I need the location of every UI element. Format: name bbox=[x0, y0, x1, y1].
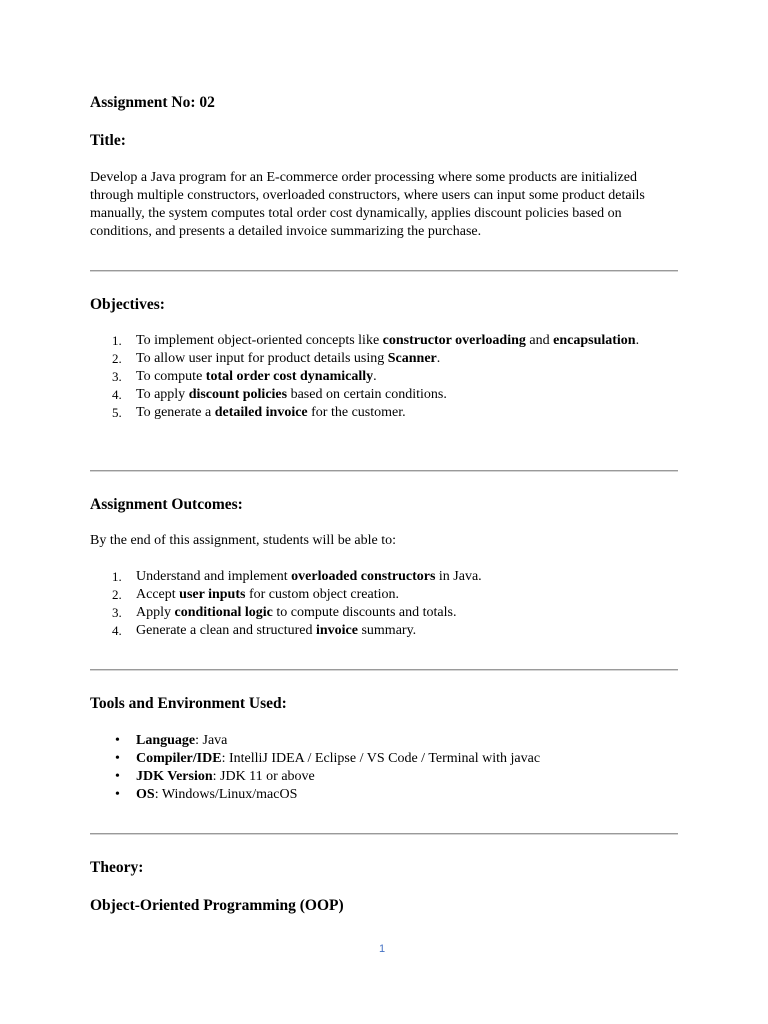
tool-item bbox=[90, 750, 650, 768]
item-text: in Java. bbox=[435, 569, 482, 584]
list-number: 2. bbox=[112, 587, 122, 602]
item-text: for custom object creation. bbox=[245, 587, 399, 602]
outcomes-heading: Assignment Outcomes: bbox=[90, 496, 243, 513]
item-text: Generate a clean and structured bbox=[136, 623, 316, 638]
item-text: To compute bbox=[136, 369, 206, 384]
item-emphasis: total order cost dynamically bbox=[205, 369, 374, 384]
outcome-item bbox=[90, 604, 650, 622]
item-emphasis: Scanner bbox=[387, 351, 437, 366]
list-number: 3. bbox=[112, 605, 122, 620]
item-text: . bbox=[436, 351, 441, 366]
tool-item bbox=[90, 732, 650, 750]
item-text: based on certain conditions. bbox=[287, 387, 447, 402]
section-divider bbox=[90, 833, 678, 835]
tools-heading: Tools and Environment Used: bbox=[90, 695, 287, 712]
item-text: To generate a bbox=[136, 405, 215, 420]
item-text: . bbox=[635, 333, 640, 348]
list-number: 2. bbox=[112, 351, 122, 366]
item-text: Apply bbox=[136, 605, 175, 620]
outcome-item bbox=[90, 568, 650, 586]
theory-heading: Theory: bbox=[90, 859, 144, 876]
item-emphasis: encapsulation bbox=[553, 333, 636, 348]
item-emphasis: invoice bbox=[315, 623, 358, 638]
list-number: 4. bbox=[112, 387, 122, 402]
objective-item bbox=[90, 350, 650, 368]
item-text: for the customer. bbox=[307, 405, 406, 420]
tool-value: : JDK 11 or above bbox=[212, 769, 315, 784]
tool-value: : Windows/Linux/macOS bbox=[154, 787, 298, 802]
bullet-icon: • bbox=[115, 751, 120, 766]
page-number: 1 bbox=[379, 943, 386, 955]
list-number: 1. bbox=[112, 569, 122, 584]
tool-label: Language bbox=[136, 733, 196, 748]
tool-item bbox=[90, 786, 650, 804]
list-number: 5. bbox=[112, 405, 122, 420]
list-number: 4. bbox=[112, 623, 122, 638]
outcome-item bbox=[90, 586, 650, 604]
item-text: to compute discounts and totals. bbox=[272, 605, 457, 620]
item-emphasis: overloaded constructors bbox=[291, 569, 436, 584]
assignment-number-heading: Assignment No: 02 bbox=[90, 94, 215, 111]
item-text: Accept bbox=[136, 587, 180, 602]
tool-value: : Java bbox=[195, 733, 228, 748]
tool-label: Compiler/IDE bbox=[136, 751, 222, 766]
objective-item bbox=[90, 404, 650, 422]
objectives-list bbox=[90, 332, 650, 422]
item-emphasis: user inputs bbox=[179, 587, 246, 602]
objective-item bbox=[90, 368, 650, 386]
section-divider bbox=[90, 669, 678, 671]
item-text: To implement object-oriented concepts like bbox=[136, 333, 383, 348]
item-emphasis: discount policies bbox=[188, 387, 288, 402]
outcome-item bbox=[90, 622, 650, 640]
objective-item bbox=[90, 386, 650, 404]
objectives-heading: Objectives: bbox=[90, 296, 165, 313]
item-text: summary. bbox=[357, 623, 417, 638]
tool-value: : IntelliJ IDEA / Eclipse / VS Code / Terminal with javac bbox=[221, 751, 541, 766]
item-emphasis: constructor overloading bbox=[382, 333, 526, 348]
bullet-icon: • bbox=[115, 787, 120, 802]
tool-item bbox=[90, 768, 650, 786]
outcomes-list bbox=[90, 568, 650, 640]
oop-subheading: Object-Oriented Programming (OOP) bbox=[90, 897, 344, 914]
item-emphasis: conditional logic bbox=[174, 605, 273, 620]
section-divider bbox=[90, 470, 678, 472]
item-text: To allow user input for product details using bbox=[136, 351, 388, 366]
item-text: . bbox=[373, 369, 377, 384]
section-divider bbox=[90, 270, 678, 272]
tools-list bbox=[90, 732, 650, 804]
item-emphasis: detailed invoice bbox=[214, 405, 308, 420]
list-number: 1. bbox=[112, 333, 122, 348]
list-number: 3. bbox=[112, 369, 122, 384]
bullet-icon: • bbox=[115, 769, 120, 784]
item-text: and bbox=[525, 333, 554, 348]
tool-label: OS bbox=[136, 787, 155, 802]
item-text: To apply bbox=[136, 387, 189, 402]
item-text: Understand and implement bbox=[136, 569, 292, 584]
title-heading: Title: bbox=[90, 132, 126, 149]
outcomes-intro: By the end of this assignment, students will be able to: bbox=[90, 533, 397, 548]
objective-item bbox=[90, 332, 650, 350]
bullet-icon: • bbox=[115, 733, 120, 748]
title-description: Develop a Java program for an E-commerce order processing where some products are initialized through multiple constructors, overloaded constructors, where users can input some product details manually, the system computes total order cost dynamically, applies discount policies based on conditions, and presents a detailed invoice summarizing the purchase. bbox=[90, 170, 645, 239]
tool-label: JDK Version bbox=[136, 769, 213, 784]
